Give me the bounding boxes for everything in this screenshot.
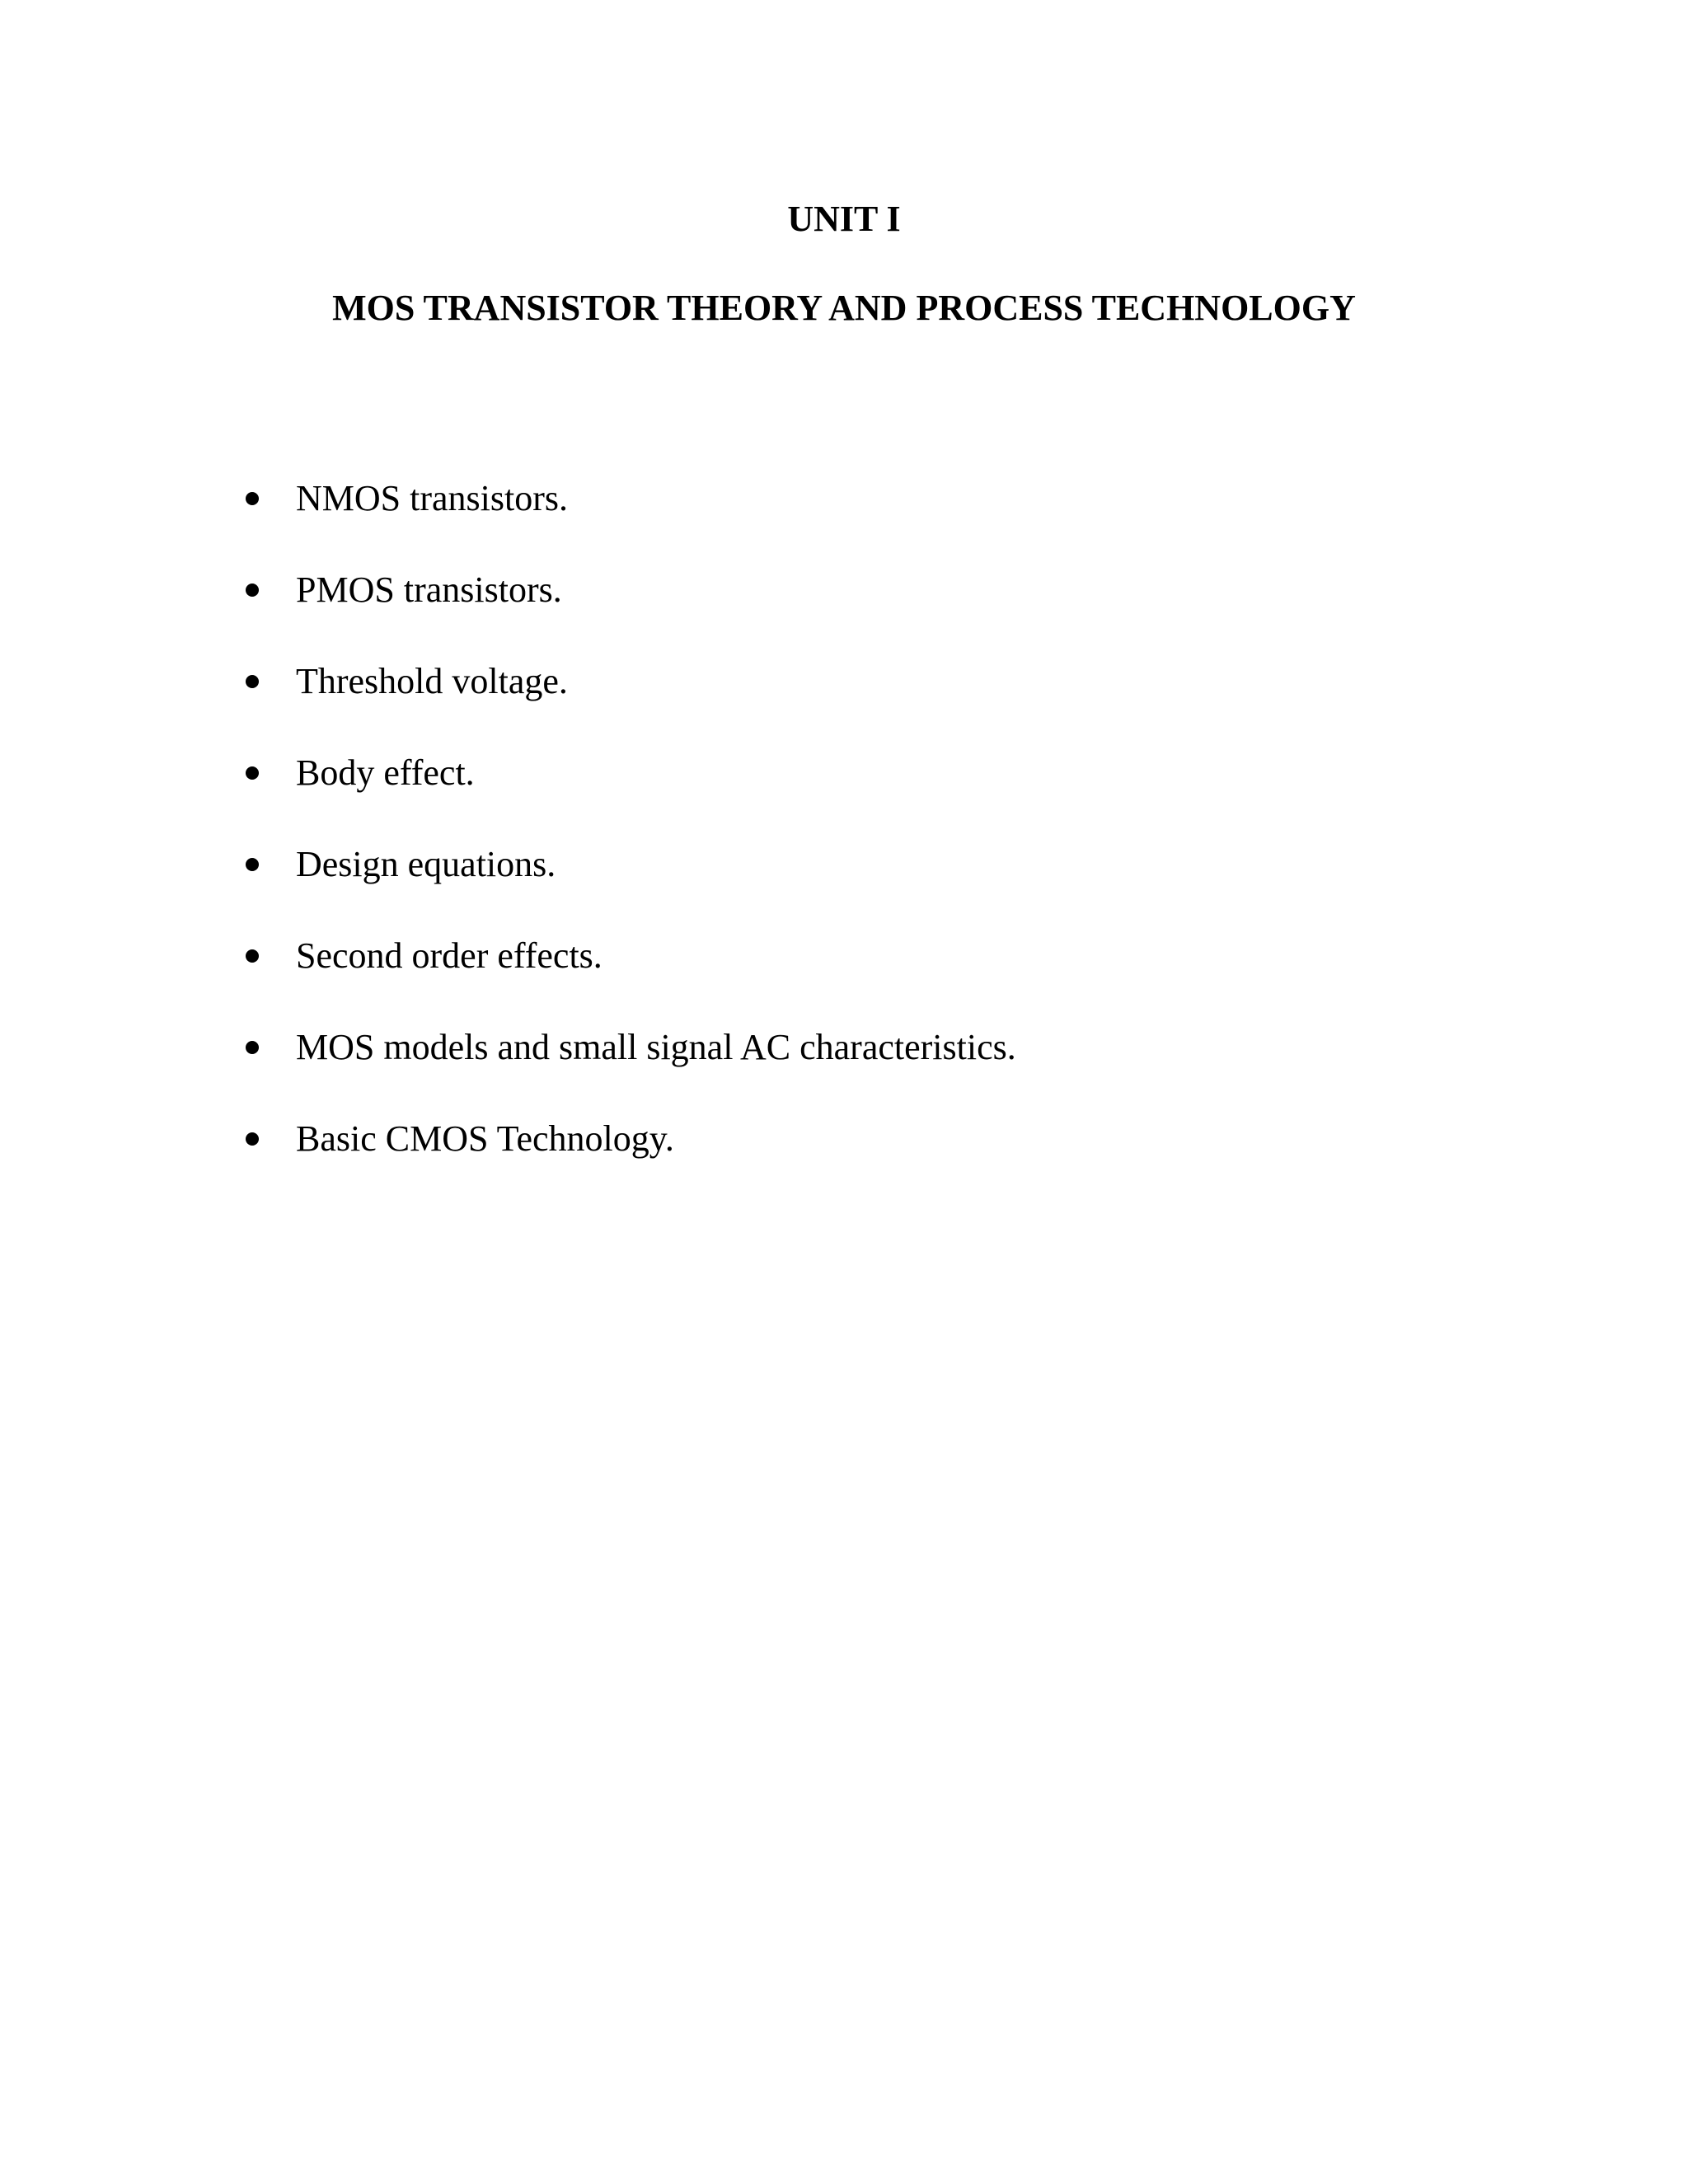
bullet-icon [246,1132,259,1146]
topic-list [0,474,1319,1206]
bullet-icon [246,949,259,963]
topic-text: Basic CMOS Technology. [296,1118,674,1159]
list-item [0,1023,1319,1114]
list-item [0,931,1319,1023]
list-item [0,1114,1319,1206]
topic-text: Design equations. [296,844,556,884]
list-item [0,657,1319,748]
list-item [0,840,1319,931]
topic-text: Body effect. [296,752,475,793]
topic-text: Threshold voltage. [296,661,568,701]
topic-text: Second order effects. [296,935,603,976]
bullet-icon [246,1041,259,1054]
list-item [0,565,1319,657]
bullet-icon [246,675,259,688]
list-item [0,474,1319,565]
topic-text: MOS models and small signal AC characteristics. [296,1027,1016,1067]
unit-heading: UNIT I [787,199,901,239]
topic-text: PMOS transistors. [296,569,562,610]
unit-title: MOS TRANSISTOR THEORY AND PROCESS TECHNOLOGY [332,288,1356,328]
list-item [0,748,1319,840]
bullet-icon [246,858,259,871]
bullet-icon [246,766,259,780]
topic-text: NMOS transistors. [296,478,569,518]
bullet-icon [246,492,259,505]
bullet-icon [246,583,259,597]
